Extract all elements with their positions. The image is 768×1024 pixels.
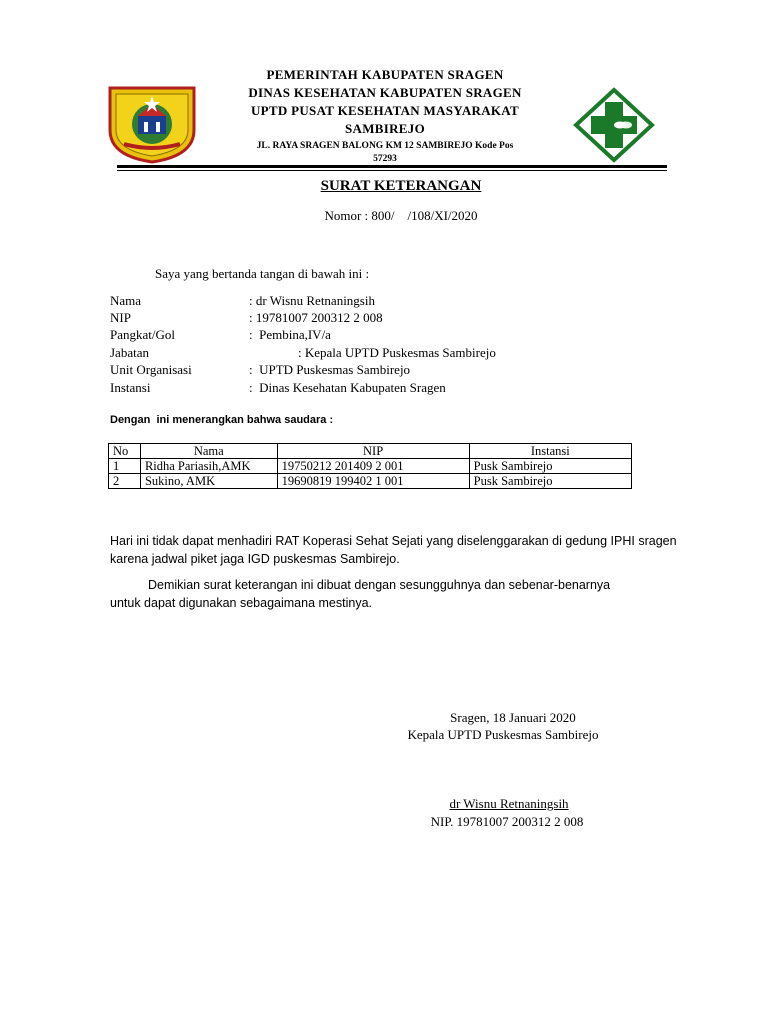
signature-nip: NIP. 19781007 200312 2 008 <box>430 814 584 829</box>
field-value: : Kepala UPTD Puskesmas Sambirejo <box>298 345 496 360</box>
field-value: : Dinas Kesehatan Kabupaten Sragen <box>249 380 446 395</box>
field-value: : 19781007 200312 2 008 <box>249 310 383 325</box>
cell-instansi: Pusk Sambirejo <box>469 474 631 489</box>
paragraph-absence: Hari ini tidak dapat menhadiri RAT Koperasi Sehat Sejati yang diselenggarakan di gedung IPHI sragen karena jadwal piket jaga IGD puskesmas Sambirejo. <box>110 534 677 566</box>
field-value: : Pembina,IV/a <box>249 327 331 342</box>
cell-nama: Sukino, AMK <box>140 474 277 489</box>
header-line-3: UPTD PUSAT KESEHATAN MASYARAKAT <box>250 103 519 118</box>
signature-place-date: Sragen, 18 Januari 2020 <box>450 710 576 725</box>
cell-instansi: Pusk Sambirejo <box>469 459 631 474</box>
header-line-2: DINAS KESEHATAN KABUPATEN SRAGEN <box>248 85 522 100</box>
header-address-1: JL. RAYA SRAGEN BALONG KM 12 SAMBIREJO Kode Pos <box>256 141 514 151</box>
header-nama: Nama <box>140 444 277 459</box>
cell-nama: Ridha Pariasih,AMK <box>140 459 277 474</box>
cell-nip: 19750212 201409 2 001 <box>277 459 469 474</box>
table-row <box>109 459 632 474</box>
field-label: Unit Organisasi <box>110 362 192 377</box>
header-line-4: SAMBIREJO <box>345 121 425 136</box>
document-number: Nomor : 800/ /108/XI/2020 <box>324 208 478 223</box>
header-rule-thick <box>117 165 667 168</box>
cell-no: 1 <box>109 459 141 474</box>
header-instansi: Instansi <box>469 444 631 459</box>
field-label: Jabatan <box>110 345 149 360</box>
field-value: : UPTD Puskesmas Sambirejo <box>249 362 411 377</box>
paragraph-closing-2: untuk dapat digunakan sebagaimana mestinya. <box>110 596 372 610</box>
header-nip: NIP <box>277 444 469 459</box>
cell-no: 2 <box>109 474 141 489</box>
signature-position: Kepala UPTD Puskesmas Sambirejo <box>407 727 599 742</box>
header-address-2: 57293 <box>373 154 397 164</box>
personnel-table <box>108 443 632 489</box>
cell-nip: 19690819 199402 1 001 <box>277 474 469 489</box>
field-label: Nama <box>110 293 142 308</box>
table-header-row <box>109 444 632 459</box>
statement-text: Dengan ini menerangkan bahwa saudara : <box>110 414 334 426</box>
field-label: Instansi <box>110 380 151 395</box>
field-value: : dr Wisnu Retnaningsih <box>249 293 375 308</box>
intro-text: Saya yang bertanda tangan di bawah ini : <box>155 266 370 281</box>
paragraph-closing-1: Demikian surat keterangan ini dibuat dengan sesungguhnya dan sebenar-benarnya <box>148 578 611 592</box>
signature-name: dr Wisnu Retnaningsih <box>449 796 569 811</box>
header-no: No <box>109 444 141 459</box>
field-label: Pangkat/Gol <box>110 327 175 342</box>
document-title: SURAT KETERANGAN <box>320 178 482 194</box>
table-row <box>109 474 632 489</box>
header-line-1: PEMERINTAH KABUPATEN SRAGEN <box>266 67 504 82</box>
header-rule-thin <box>117 170 667 171</box>
field-label: NIP <box>110 310 131 325</box>
